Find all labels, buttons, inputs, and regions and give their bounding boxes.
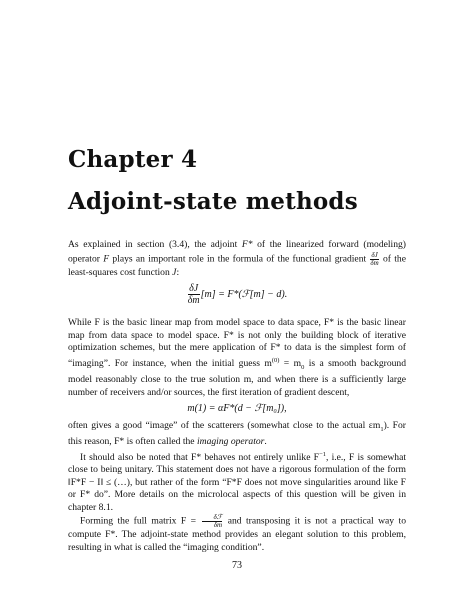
unitary-text-b: , i.e., F is somewhat close to being unitary. This statement does not have a rigorous formulation of the form ‖F*F − I‖ ≤ (…), but rather of the form “F*F does not move singularities around like F or F* do”. More details on the microlocal aspects of this question will be given in chapter 8.1. [68,451,406,513]
chapter-number: Chapter 4 [68,146,198,173]
imaging-text-b: = m [279,357,302,369]
equation-gradient-descent-text: m(1) = αF*(d − ℱ[m₀]), [187,403,287,415]
page-number: 73 [232,560,242,571]
paragraph-intro [68,239,406,279]
equation-gradient-descent [68,403,406,416]
image-operator-text-b: ). For this reason, F* is often called the [68,419,406,447]
intro-text-e: : [176,266,180,278]
inline-fraction-derivative [202,514,223,529]
full-matrix-text-a: Forming the full matrix F = [80,515,201,527]
body-text [68,239,406,554]
imaging-text-c: is a smooth background model reasonably close to the true solution m, and when there is a sufficiently large number of receivers and/or sources, the first iteration of gradient descent, [68,357,407,398]
imaging-text-a: While F is the basic linear map from model space to data space, F* is the basic linear map from data space to model space. F* is not only the building block of iterative optimization schemes, but the mere application of F* to data is the simplest form of “imaging”. For instance, when the initial guess m [68,317,406,369]
inline-fraction-denominator: δm [370,258,379,267]
subscript-one: 1 [380,425,384,433]
full-matrix-text-b: and transposing it is not a practical way to compute F*. The adjoint-state method provides an elegant solution to this problem, resulting in what is called the “imaging condition”. [68,515,406,553]
superscript-inverse: −1 [319,450,326,458]
equation-rhs: [m] = F*(ℱ[m] − d). [200,288,288,300]
equation-numerator: δJ [189,283,199,294]
derivative-numerator: δℱ [202,514,223,522]
superscript-zero: (0) [271,356,280,364]
paragraph-full-matrix [68,514,406,554]
inline-fraction [370,252,378,267]
intro-text-d: of the least-squares cost function [68,253,406,278]
intro-text-a: As explained in section (3.4), the adjoint [68,239,242,250]
intro-text-b: of the linearized forward (modeling) operator [68,239,406,265]
paragraph-unitary [68,449,406,515]
intro-symbol-f: F [103,253,110,265]
intro-text-c: plays an important role in the formula of the functional gradient [109,253,370,265]
paragraph-image-operator [68,420,406,449]
intro-symbol-j: J [172,266,177,278]
paragraph-imaging [68,317,406,399]
equation-denominator: δm [187,295,200,306]
equation-fraction [188,283,200,306]
inline-fraction-numerator: δJ [371,250,378,259]
image-operator-text-c: . [264,436,267,447]
unitary-text-a: It should also be noted that F* behaves not entirely unlike F [80,451,320,463]
intro-symbol-adjoint: F* [241,239,253,250]
derivative-denominator: δm [213,521,223,530]
chapter-title: Adjoint-state methods [68,188,358,215]
subscript-zero: 0 [301,363,305,371]
equation-gradient [68,283,406,313]
image-operator-text-a: often gives a good “image” of the scatterers (somewhat close to the actual εm [68,419,381,431]
imaging-operator-emphasis: imaging operator [196,436,265,447]
